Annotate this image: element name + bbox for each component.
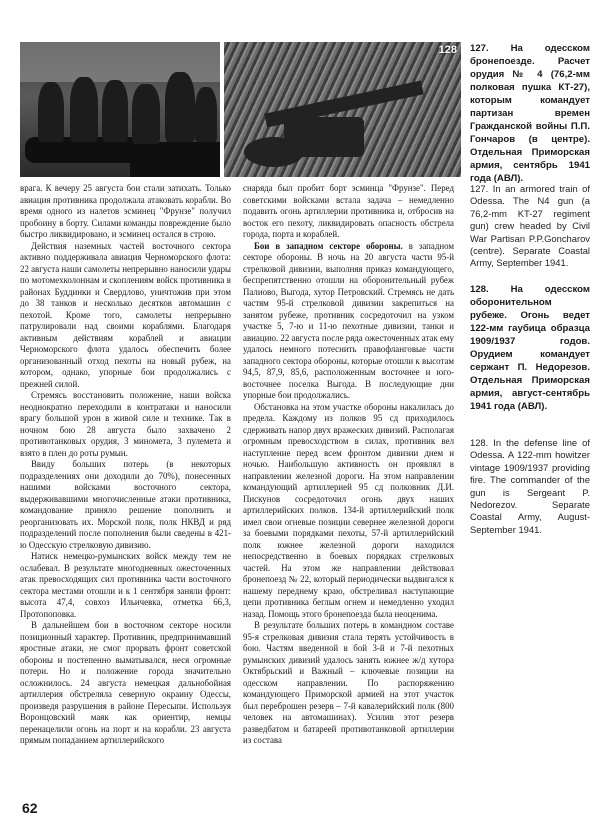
paragraph-west-sector bbox=[243, 241, 454, 402]
photo-number: 128 bbox=[438, 44, 457, 56]
caption-127-ru: 127. На одесском бронепоезде. Расчет орудия № 4 (76,2-мм полковая пушка КТ-27), которым командует партизан времен Гражданской войны П.П. Гончаров (в центре). Отдельная Приморская армия, сентябрь 1941 года (АВЛ). bbox=[470, 43, 590, 184]
paragraph: Натиск немецко-румынских войск между тем не ослабевал. В результате многодневных ожесточенных атак превосходящих сил противника части восточного сектора местами отошли и к 1 сентября заняли фронт: высота 47,4, совхоз Ильичевка, отметка 66,3, Протопоповка. bbox=[20, 551, 231, 619]
caption-127-en: 127. In an armored train of Odessa. The N4 gun (a 76,2-mm KT-27 regiment gun) crew headed by Civil War Partisan P.P.Goncharov (centre). Separate Coastal Army, September 1941. bbox=[470, 183, 590, 269]
paragraph: снаряда был пробит борт эсминца "Фрунзе". Перед советскими войсками встала задача – немедленно подавить огонь артиллерии противника и, отбросив на восток его пехоту, ликвидировать опасность обстрела города, порта и кораблей. bbox=[243, 183, 454, 239]
caption-128-ru: 128. На одесском оборонительном рубеже. Огонь ведет 122-мм гаубица образца 1909/1937 годов. Орудием командует сержант П. Недорезов. Отдельная Приморская армия, август-сентябрь 1941 года (АВЛ). bbox=[470, 284, 590, 412]
page-number: 62 bbox=[22, 800, 38, 816]
body-column-1 bbox=[20, 183, 231, 747]
paragraph: Стремясь восстановить положение, наши войска неоднократно переходили в контратаки и наносили врагу большой урон в живой силе и технике. Так в ночном бою 28 августа было захвачено 2 противотанковых орудия, 3 миномета, 3 пулемета и взято в плен до роты румын. bbox=[20, 390, 231, 458]
paragraph: Действия наземных частей восточного сектора активно поддерживала авиация Черноморского флота: 22 августа наши самолеты непрерывно наносили удары по мотомехколоннам и скоплениям войск противника в районах Буддинки и Свердлово, уничтожив при этом до 38 танков и несколько десятков автомашин с пехотой. Кроме того, самолеты непрерывно патрулировали над своими кораблями. Благодаря активным действиям кораблей и авиации Черноморского флота удалось обеспечить более организованный отход пехоты на новый рубеж, на котором, однако, упорные бои продолжались с прежней силой. bbox=[20, 240, 231, 389]
paragraph: В результате больших потерь в командном составе 95-я стрелковая дивизия стала терять устойчивость в бою. Частям введенной в бой 3-й и 7-й пехотных румынских дивизий удалось занять южнее ж/д хутора Октябрьский и Важный – ключевые позиции на одесском направлении. По распоряжению командующего Приморской армией на этот участок был переброшен резерв – 7-й кавалерийский полк (800 человек на автомашинах). Усилив этот резерв разведбатом и батареей противотанковой артиллерии из состава bbox=[243, 620, 454, 745]
paragraph: В дальнейшем бои в восточном секторе носили позиционный характер. Противник, предпринимавший яростные атаки, не смог прорвать фронт советской обороны и постепенно выматывался, неся огромные потери. Но и положение города значительно осложнилось. 24 августа немецкая дальнобойная артиллерия обстреляла северную окраину Одессы, произведя разрушения в районе Пересыпи. Используя Воронцовский маяк как ориентир, немцы перенацелили огонь на порт и на корабли. 23 августа прямым попаданием артиллерийского bbox=[20, 620, 231, 745]
paragraph: врага. К вечеру 25 августа бои стали затихать. Только авиация противника продолжала атаковать корабли. Во время одного из налетов эсминец "Фрунзе" получил пробоину в борту. Силами команды повреждение было быстро ликвидировано, и эсминец остался в строю. bbox=[20, 183, 231, 239]
photo-howitzer bbox=[224, 42, 461, 177]
paragraph-text: в западном секторе обороны. В ночь на 20 августа части 95-й стрелковой дивизии, выполняя приказ командующего, беспрепятственно отошли на оборонительный рубеж Палиово, Выгода, хутор Петровский. Стремясь не дать частям 95-й стрелковой дивизии закрепиться на занятом рубеже, противник сосредоточил на узком участке 5, 7-ю и 11-ю пехотные дивизии, танки и авиацию. 22 августа после ряда ожесточенных атак ему удалось немного потеснить правофланговые части западного сектора обороны, которые отошли к высотам 94,5, 87,9, 85,6, расположенным восточнее и юго-восточнее поселка Выгода. В последующие дни упорные бои продолжались. bbox=[243, 240, 455, 400]
caption-128-en: 128. In the defense line of Odessa. A 122-mm howitzer vintage 1909/1937 providing fire. The commander of the gun is Sergeant P. Nedorezov. Separate Coastal Army, August-September 1941. bbox=[470, 437, 590, 535]
paragraph: Обстановка на этом участке обороны накалилась до предела. Каждому из полков 95 сд приходилось сдерживать напор двух вражеских дивизий. Располагая огромным превосходством в силах, противник вел наступление перед всем фронтом дивизии днем и ночью. Наибольшую активность он проявлял в направлении железной дороги. На этом направлении командующий артиллерией 95 сд полковник Д.И. Пискунов сосредоточил огонь двух наших артиллерийских полков. 134-й артиллерийский полк имел свои огневые позиции севернее железной дороги за боевыми порядками пехоты, 57-й артиллерийский полк южнее железной дороги находился непосредственно в боевых порядках стрелковых частей. На этом же направлении действовал бронепоезд № 22, который периодически выдвигался к нашему переднему краю, обстреливал наступающие цепи противника беглым огнем и немедленно уходил назад. Помощь этого бронепоезда была неоценима. bbox=[243, 401, 454, 619]
body-column-2 bbox=[243, 183, 454, 747]
photo-armored-train-crew bbox=[20, 42, 220, 177]
paragraph: Ввиду больших потерь (в некоторых подразделениях они доходили до 70%), понесенных нашими войсками восточного сектора, выдерживавшими многочисленные атаки противника, командование приняло решение пополнить и реорганизовать их. Морской полк, полк НКВД и ряд подразделений после пополнения были сведены в 421-ю Одесскую стрелковую дивизию. bbox=[20, 459, 231, 550]
section-heading: Бои в западном секторе обороны. bbox=[254, 240, 403, 251]
